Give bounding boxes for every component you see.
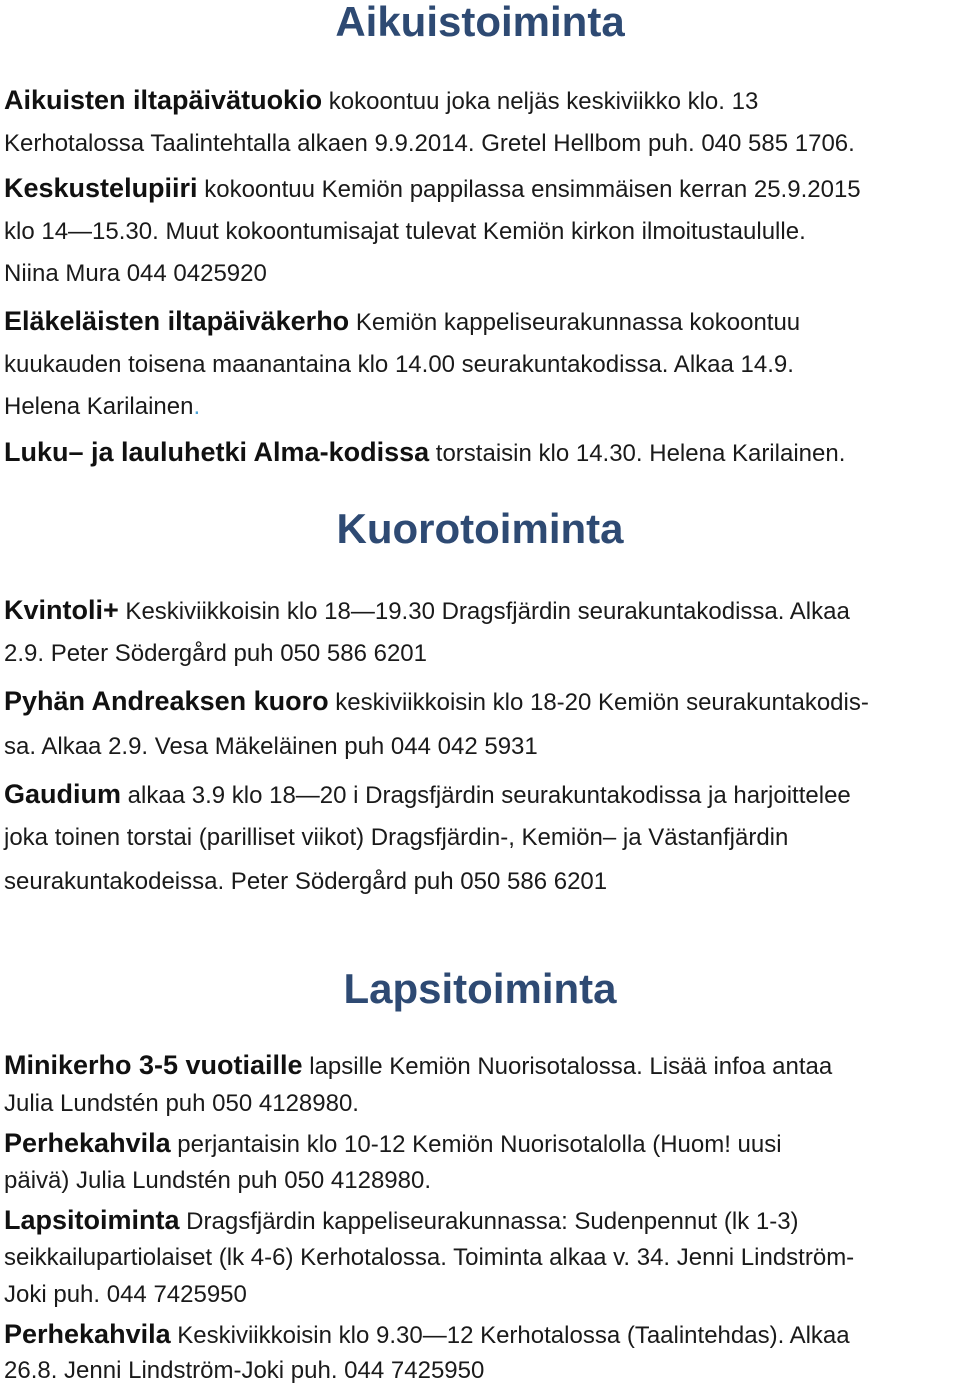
text-line: Kerhotalossa Taalintehtalla alkaen 9.9.2014. Gretel Hellbom puh. 040 585 1706. xyxy=(4,130,855,157)
activity-name: Lapsitoiminta xyxy=(4,1205,180,1235)
text-line xyxy=(4,436,845,470)
text-line: Julia Lundstén puh 050 4128980. xyxy=(4,1090,359,1117)
activity-details: keskiviikkoisin klo 18-20 Kemiön seurakuntakodis- xyxy=(328,689,869,716)
section-title-lapsitoiminta: Lapsitoiminta xyxy=(343,965,617,1012)
text-line xyxy=(4,1049,832,1083)
section-title-aikuistoiminta: Aikuistoiminta xyxy=(335,0,625,45)
activity-name: Pyhän Andreaksen kuoro xyxy=(4,686,329,716)
activity-name: Kvintoli+ xyxy=(4,595,119,625)
activity-details: kokoontuu Kemiön pappilassa ensimmäisen kerran 25.9.2015 xyxy=(197,176,861,203)
activity-details: alkaa 3.9 klo 18—20 i Dragsfjärdin seurakuntakodissa ja harjoittelee xyxy=(121,782,851,809)
text-line: Joki puh. 044 7425950 xyxy=(4,1281,247,1308)
activity-name: Minikerho 3-5 vuotiaille xyxy=(4,1050,303,1080)
activity-name: Perhekahvila xyxy=(4,1319,171,1349)
activity-details: Keskiviikkoisin klo 18—19.30 Dragsfjärdin seurakuntakodissa. Alkaa xyxy=(118,598,850,625)
activity-details: Kemiön kappeliseurakunnassa kokoontuu xyxy=(349,309,801,336)
text-line xyxy=(4,391,200,423)
text-line xyxy=(4,1204,799,1238)
activity-details: Dragsfjärdin kappeliseurakunnassa: Sudenpennut (lk 1-3) xyxy=(179,1208,799,1235)
text-line xyxy=(4,1318,850,1352)
activity-name: Luku– ja lauluhetki Alma-kodissa xyxy=(4,437,430,467)
text-line: 2.9. Peter Södergård puh 050 586 6201 xyxy=(4,640,427,667)
text-line: kuukauden toisena maanantaina klo 14.00 seurakuntakodissa. Alkaa 14.9. xyxy=(4,351,794,378)
text-line: joka toinen torstai (parilliset viikot) Dragsfjärdin-, Kemiön– ja Västanfjärdin xyxy=(4,824,789,851)
text-line xyxy=(4,778,851,812)
contact-name: Helena Karilainen xyxy=(4,393,194,420)
activity-details: perjantaisin klo 10-12 Kemiön Nuorisotalolla (Huom! uusi xyxy=(170,1131,782,1158)
activity-name: Gaudium xyxy=(4,779,122,809)
activity-name: Perhekahvila xyxy=(4,1128,171,1158)
activity-details: torstaisin klo 14.30. Helena Karilainen. xyxy=(429,440,846,467)
text-line xyxy=(4,594,850,628)
activity-details: kokoontuu joka neljäs keskiviikko klo. 13 xyxy=(322,88,759,115)
activity-name: Keskustelupiiri xyxy=(4,173,198,203)
activity-details: lapsille Kemiön Nuorisotalossa. Lisää infoa antaa xyxy=(302,1053,833,1080)
text-line xyxy=(4,84,758,118)
text-line: klo 14—15.30. Muut kokoontumisajat tulevat Kemiön kirkon ilmoitustaululle. xyxy=(4,218,806,245)
text-line: päivä) Julia Lundstén puh 050 4128980. xyxy=(4,1167,432,1194)
text-line: Niina Mura 044 0425920 xyxy=(4,260,267,287)
text-line: seikkailupartiolaiset (lk 4-6) Kerhotalossa. Toiminta alkaa v. 34. Jenni Lindström- xyxy=(4,1244,855,1271)
text-line: seurakuntakodeissa. Peter Södergård puh 050 586 6201 xyxy=(4,868,608,895)
activity-name: Aikuisten iltapäivätuokio xyxy=(4,85,323,115)
activity-details: Keskiviikkoisin klo 9.30—12 Kerhotalossa (Taalintehdas). Alkaa xyxy=(170,1322,850,1349)
accent-dot: . xyxy=(193,393,201,420)
text-line: sa. Alkaa 2.9. Vesa Mäkeläinen puh 044 042 5931 xyxy=(4,733,538,760)
text-line: 26.8. Jenni Lindström-Joki puh. 044 7425950 xyxy=(4,1357,485,1384)
text-line xyxy=(4,1127,782,1161)
text-line xyxy=(4,685,869,719)
text-line xyxy=(4,305,800,339)
text-line xyxy=(4,172,861,206)
activity-name: Eläkeläisten iltapäiväkerho xyxy=(4,306,350,336)
section-title-kuorotoiminta: Kuorotoiminta xyxy=(336,505,624,552)
